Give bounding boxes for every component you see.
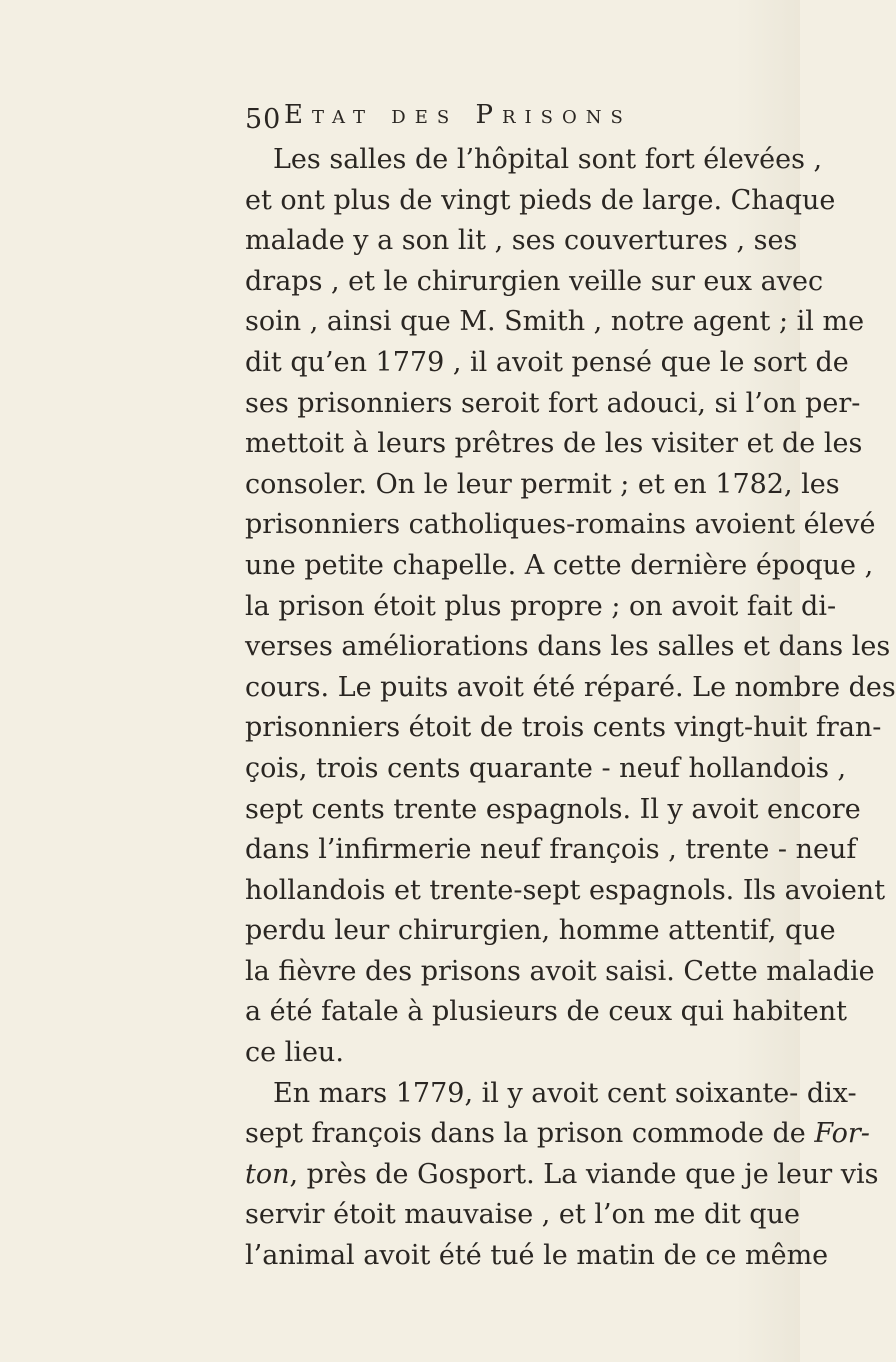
text-line: consoler. On le leur permit ; et en 1782, les: [245, 468, 840, 500]
paragraph-2: [245, 1074, 879, 1277]
text-line: ses prisonniers seroit fort adouci, si l’on per-: [245, 387, 861, 419]
text-line: verses améliorations dans les salles et dans les: [245, 631, 891, 663]
text-fragment: , près de Gosport. La viande que je leur vis: [289, 1158, 879, 1190]
paragraph-1: [245, 140, 896, 1074]
text-line: çois, trois cents quarante - neuf hollandois ,: [245, 752, 847, 784]
text-line: et ont plus de vingt pieds de large. Chaque: [245, 184, 836, 216]
text-line: dit qu’en 1779 , il avoit pensé que le sort de: [245, 346, 849, 378]
text-line: prisonniers catholiques-romains avoient élevé: [245, 509, 876, 541]
text-line: [245, 1155, 879, 1196]
text-line: une petite chapelle. A cette dernière époque ,: [245, 549, 874, 581]
italic-place-name: For-: [814, 1118, 870, 1150]
text-line: la fièvre des prisons avoit saisi. Cette maladie: [245, 955, 875, 987]
text-fragment: sept françois dans la prison commode de: [245, 1118, 815, 1150]
text-line: soin , ainsi que M. Smith , notre agent ; il me: [245, 306, 865, 338]
text-line: a été fatale à plusieurs de ceux qui habitent: [245, 996, 848, 1028]
text-line: prisonniers étoit de trois cents vingt-huit fran-: [245, 712, 882, 744]
text-line: sept cents trente espagnols. Il y avoit encore: [245, 793, 861, 825]
text-line: dans l’infirmerie neuf françois , trente - neuf: [245, 834, 857, 866]
text-line: malade y a son lit , ses couvertures , ses: [245, 225, 798, 257]
text-line: la prison étoit plus propre ; on avoit fait di-: [245, 590, 837, 622]
text-line: Les salles de l’hôpital sont fort élevées ,: [273, 144, 823, 175]
text-line: ce lieu.: [245, 1037, 344, 1069]
italic-place-name: ton: [245, 1158, 290, 1190]
text-line: servir étoit mauvaise , et l’on me dit que: [245, 1199, 800, 1231]
running-head: Etat des Prisons: [284, 100, 632, 130]
text-line: hollandois et trente-sept espagnols. Ils avoient: [245, 874, 886, 906]
text-line: mettoit à leurs prêtres de les visiter et de les: [245, 428, 863, 460]
text-line: cours. Le puits avoit été réparé. Le nombre des: [245, 671, 896, 703]
body-text: [245, 140, 896, 1277]
text-line: En mars 1779, il y avoit cent soixante- dix-: [273, 1077, 857, 1109]
text-line: perdu leur chirurgien, homme attentif, que: [245, 915, 836, 947]
text-line: [245, 1114, 870, 1155]
text-line: draps , et le chirurgien veille sur eux avec: [245, 265, 824, 297]
text-line: l’animal avoit été tué le matin de ce même: [245, 1240, 829, 1272]
page-number: 50: [245, 104, 282, 135]
